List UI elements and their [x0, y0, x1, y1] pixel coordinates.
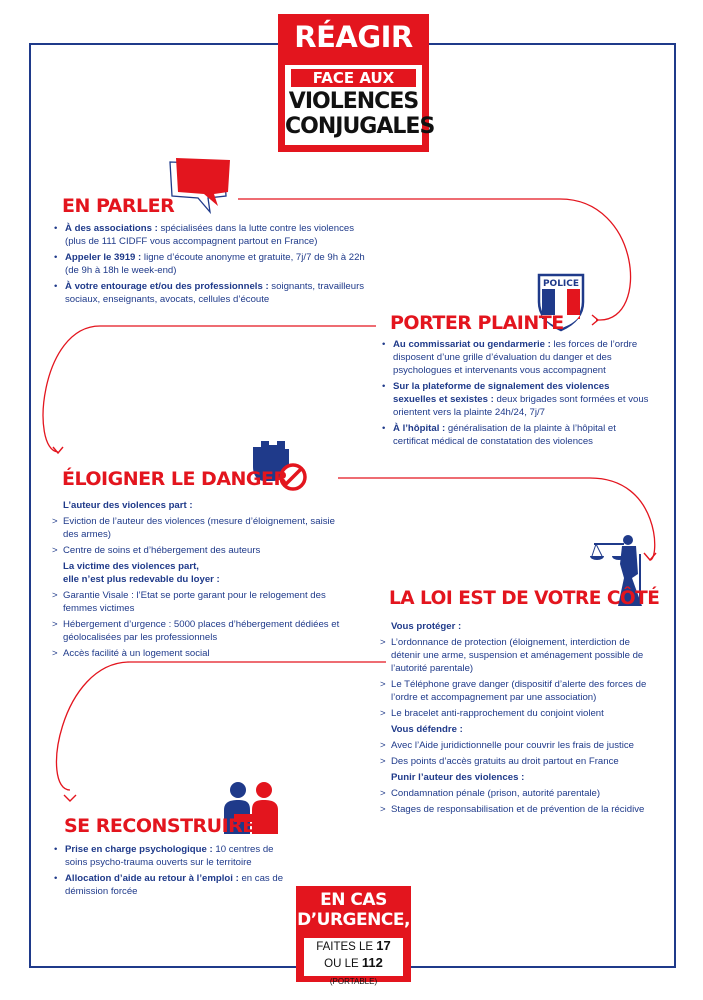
list-item: • À des associations : spécialisées dans la lutte contre les violences (plus de 111 CIDFF vous accompagnent partout en France) — [54, 223, 355, 247]
list-item: > L’ordonnance de protection (éloignement, interdiction de détenir une arme, suspension et aménagement possible de l’autorité parentale) — [380, 637, 644, 674]
list-item: > Hébergement d’urgence : 5000 places d’hébergement dédiées et géolocalisées par les professionnels — [52, 619, 340, 643]
title-block — [278, 14, 435, 152]
item-text: Condamnation pénale (prison, autorité parentale) — [391, 788, 601, 799]
title-line-4: CONJUGALES — [285, 114, 435, 139]
emergency-block — [296, 886, 411, 986]
emergency-line-4 — [304, 955, 403, 990]
list-item: • À votre entourage et/ou des professionnels : soignants, travailleurs sociaux, enseignants, avocats, cellules d’écoute — [54, 281, 365, 305]
list-item: • Appeler le 3919 : ligne d’écoute anonyme et gratuite, 7j/7 de 9h à 22h (de 9h à 18h le week-end) — [54, 252, 365, 276]
list-item: > Le bracelet anti-rapprochement du conjoint violent — [380, 708, 604, 719]
item-text: Le bracelet anti-rapprochement du conjoint violent — [391, 708, 604, 719]
list-item: > Centre de soins et d’hébergement des auteurs — [52, 545, 261, 556]
emergency-line-3 — [304, 938, 403, 955]
list-item: • Prise en charge psychologique : 10 centres de soins psycho-trauma ouverts sur le territoire — [54, 844, 274, 868]
list-item: > Le Téléphone grave danger (dispositif d’alerte des forces de l’ordre et accompagnement par une association) — [380, 679, 647, 703]
title-inner-box — [285, 65, 435, 145]
phone-17: 17 — [376, 938, 391, 953]
title-line-2: FACE AUX — [291, 69, 416, 87]
subheading — [52, 560, 342, 586]
item-bold: Au commissariat ou gendarmerie : — [393, 339, 551, 350]
emergency-line-1: EN CAS — [320, 890, 387, 910]
item-bold: Sur la plateforme de signalement des violences sexuelles et sexistes : — [393, 381, 610, 405]
item-text: L’ordonnance de protection (éloignement, interdiction de détenir une arme, suspension et aménagement possible de l’autorité parentale) — [391, 637, 644, 674]
faites-text: FAITES LE — [316, 941, 377, 953]
item-text: les forces de l’ordre disposent d’une grille d’évaluation du danger et des psychologues et intervenants vous accompagnent — [393, 339, 638, 376]
list-item: > Condamnation pénale (prison, autorité parentale) — [380, 788, 601, 799]
item-text: Centre de soins et d’hébergement des auteurs — [63, 545, 261, 556]
section-heading-plainte: PORTER PLAINTE — [390, 312, 564, 334]
list-item: > Garantie Visale : l’Etat se porte garant pour le relogement des femmes victimes — [52, 590, 326, 614]
list-item: > Accès facilité à un logement social — [52, 648, 210, 659]
item-bold: Allocation d’aide au retour à l’emploi : — [65, 873, 239, 884]
section-heading-eloigner: ÉLOIGNER LE DANGER — [62, 468, 288, 490]
ou-text: OU LE — [324, 958, 362, 970]
list-item: • À l’hôpital : généralisation de la plainte à l’hôpital et certificat médical de constatation des violences — [382, 423, 616, 447]
item-text: Stages de responsabilisation et de prévention de la récidive — [391, 804, 645, 815]
list-item: > Eviction de l’auteur des violences (mesure d’éloignement, saisie des armes) — [52, 516, 335, 540]
item-text: Accès facilité à un logement social — [63, 648, 210, 659]
emergency-line-2: D’URGENCE, — [297, 910, 410, 930]
item-bold: À des associations : — [65, 223, 158, 234]
item-text: Le Téléphone grave danger (dispositif d’alerte des forces de l’ordre et accompagnement par une association) — [391, 679, 647, 703]
item-text: Avec l’Aide juridictionnelle pour couvrir les frais de justice — [391, 740, 634, 751]
subheading-line: La victime des violences part, — [63, 561, 199, 572]
subheading: L’auteur des violences part : — [63, 500, 193, 511]
item-text: spécialisées dans la lutte contre les violences (plus de 111 CIDFF vous accompagnent partout en France) — [65, 223, 355, 247]
item-text: Garantie Visale : l’Etat se porte garant pour le relogement des femmes victimes — [63, 590, 326, 614]
section-reconstruire-list — [54, 843, 294, 901]
subheading-line: elle n’est plus redevable du loyer : — [63, 574, 220, 585]
item-bold: Prise en charge psychologique : — [65, 844, 213, 855]
list-item: > Avec l’Aide juridictionnelle pour couvrir les frais de justice — [380, 740, 634, 751]
police-label: POLICE — [542, 279, 580, 289]
section-plainte-list — [382, 338, 650, 451]
title-line-3: VIOLENCES — [288, 89, 419, 114]
item-bold: Appeler le 3919 : — [65, 252, 142, 263]
subheading: Vous protéger : — [391, 621, 462, 632]
speech-bubble-icon — [164, 156, 234, 216]
list-item: • Sur la plateforme de signalement des violences sexuelles et sexistes : deux brigades sont formées et vous orientent vers la plainte 24h/24, 7j/7 — [382, 381, 649, 418]
item-text: ligne d’écoute anonyme et gratuite, 7j/7 de 9h à 22h (de 9h à 18h le week-end) — [65, 252, 365, 276]
subheading: Vous défendre : — [391, 724, 463, 735]
title-line-1: RÉAGIR — [294, 20, 413, 54]
section-parler-list — [54, 222, 370, 309]
item-text: Des points d’accès gratuits au droit partout en France — [391, 756, 619, 767]
section-heading-parler: EN PARLER — [62, 195, 175, 217]
item-bold: À votre entourage et/ou des professionnels : — [65, 281, 269, 292]
item-text: en cas de démission forcée — [65, 873, 284, 897]
list-item: • Au commissariat ou gendarmerie : les forces de l’ordre disposent d’une grille d’évaluation du danger et des psychologues et intervenants vous accompagnent — [382, 339, 638, 376]
section-eloigner-list — [52, 497, 342, 663]
portable-text: (PORTABLE) — [329, 977, 378, 986]
list-item: > Stages de responsabilisation et de prévention de la récidive — [380, 804, 645, 815]
emergency-numbers-box — [304, 938, 403, 986]
item-text: généralisation de la plainte à l’hôpital et certificat médical de constatation des violences — [393, 423, 616, 447]
item-text: soignants, travailleurs sociaux, enseignants, avocats, cellules d’écoute — [65, 281, 365, 305]
item-text: 10 centres de soins psycho-trauma ouverts sur le territoire — [65, 844, 274, 868]
item-text: Eviction de l’auteur des violences (mesure d’éloignement, saisie des armes) — [63, 516, 335, 540]
phone-112: 112 — [361, 955, 383, 970]
item-text: Hébergement d’urgence : 5000 places d’hébergement dédiées et géolocalisées par les professionnels — [63, 619, 340, 643]
section-heading-loi: LA LOI EST DE VOTRE CÔTÉ — [389, 588, 660, 609]
item-bold: À l’hôpital : — [393, 423, 446, 434]
list-item: > Des points d’accès gratuits au droit partout en France — [380, 756, 619, 767]
list-item: • Allocation d’aide au retour à l’emploi : en cas de démission forcée — [54, 873, 284, 897]
section-loi-list — [380, 618, 650, 819]
subheading: Punir l’auteur des violences : — [391, 772, 525, 783]
item-text: deux brigades sont formées et vous orientent vers la plainte 24h/24, 7j/7 — [393, 394, 649, 418]
section-heading-reconstruire: SE RECONSTRUIRE — [64, 815, 255, 837]
